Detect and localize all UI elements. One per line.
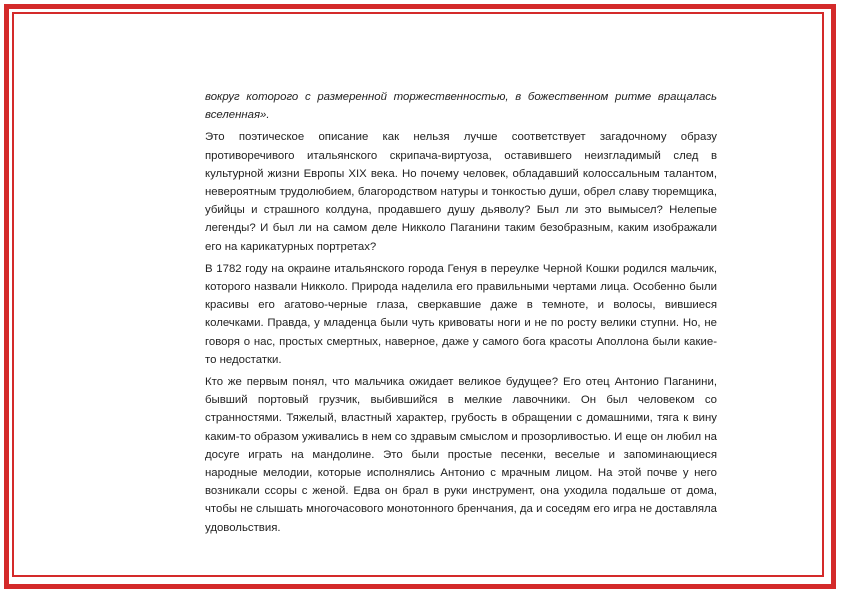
paragraph-father: Кто же первым понял, что мальчика ожидает великое будущее? Его отец Антонио Паганини, бывший портовый грузчик, выбившийся в мелкие лавочники. Он был человеком со странностями. Тяжелый, властный характер, грубость в обращении с домашними, тяга к вину каким-то образом уживались в нем со здравым смыслом и прозорливостью. И еще он любил на досуге играть на мандолине. Это были простые песенки, веселые и запоминающиеся народные мелодии, которые исполнялись Антонио с мрачным лицом. На этой почве у него возникали ссоры с женой. Едва он брал в руки инструмент, она уходила подальше от дома, чтобы не слышать многочасового монотонного бренчания, да и соседям его игра не доставляла удовольствия. — [205, 376, 717, 534]
paragraph-description: Это поэтическое описание как нельзя лучше соответствует загадочному образу противоречивого итальянского скрипача-виртуоза, оставившего неизгладимый след в культурной жизни Европы XIX века. Но почему человек, обладавший колоссальным талантом, невероятным трудолюбием, благородством натуры и тонкостью души, обрел славу тюремщика, убийцы и страшного колдуна, продавшего душу дьяволу? Был ли это вымысел? Нелепые легенды? И был ли на самом деле Никколо Паганини таким безобразным, каким изображали его на карикатурных портретах? — [205, 131, 717, 253]
paragraph-birth: В 1782 году на окраине итальянского города Генуя в переулке Черной Кошки родился мальчик, которого назвали Никколо. Природа наделила его правильными чертами лица. Особенно были красивы его агатово-черные глаза, сверкавшие даже в темноте, и волосы, вившиеся колечками. Правда, у младенца были чуть кривоваты ноги и не по росту велики ступни. Но, не говоря о нас, простых смертных, наверное, даже у самого бога красоты Аполлона были какие-то недостатки. — [205, 262, 717, 366]
document-body — [205, 88, 717, 541]
paragraph-quote-ending: вокруг которого с размеренной торжественностью, в божественном ритме вращалась вселенная». — [205, 91, 717, 122]
